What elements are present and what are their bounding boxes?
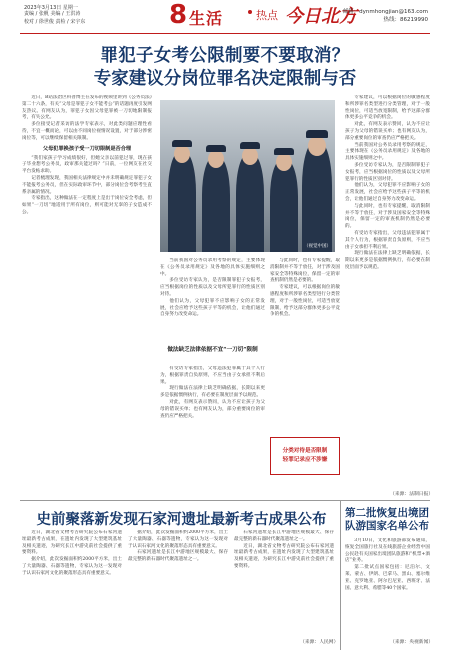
contact-hotline: 热线：86219990 (383, 17, 428, 24)
paragraph: 多位接受记者采访的法学专家表示，对此类问题应理性看待，不宜一概而论，可以由不同岗位视情况设置，对于部分涉密岗位等，可以继续保留相关限制。 (22, 122, 152, 141)
header-rule (20, 33, 430, 34)
photo-caption: （视觉中国） (304, 244, 331, 249)
paragraph: 近日，湖北省文物考古研究院公布石家河遗址最新考古成果，在遗址内发现了大型建筑基址及相关遗迹，为研究长江中游史前社会提供了重要资料。 (234, 543, 334, 569)
article1-callout-box (270, 437, 340, 475)
callout-line-1: 分类对待是否限制 (282, 448, 328, 454)
paragraph: 3月10日，文化和旅游部发布通知，恢复全国旅行社及在线旅游企业经营中国公民赴有关国家出境团队旅游和“机票+酒店”业务。 (345, 538, 430, 564)
article1-column-2 (160, 258, 265, 343)
paragraph: 当前我国对公务员录用考察的规定，主要体现在《公务员录用规定》及各地的具体实施细则之中。 (160, 258, 265, 277)
article1-subheading: 父母犯罪换孩子受一刀切限制是否合理 (42, 145, 132, 152)
paragraph: 第二批试点国家包括：尼泊尔、文莱、蒙古、伊朗、巴拿马、黑山、塞尔维亚、克罗地亚、阿尔巴尼亚、西班牙、法国、意大利、希腊等40个国家。 (345, 565, 430, 591)
paragraph: 他们认为，父母犯罪不应影响子女的正常发展，社会应给予这些孩子平等的机会，让他们通过自身努力改变命运。 (160, 298, 265, 318)
paragraph: 据介绍，此次发掘面积约2000平方米，出土了大量陶器、石器等遗物，专家认为这一发现对于认识石家河文化的聚落形态具有重要意义。 (22, 557, 122, 576)
section-title: 生活 (189, 9, 224, 28)
article3-source: （来源：央视新闻） (390, 640, 434, 645)
contact-email: 邮箱：dynmhongjian@163.com (342, 9, 428, 15)
paragraph: 记者梳理发现，我国相关法律规定中并未明确规定罪犯子女不能报考公务员，但在实际政审环节中，部分岗位会考察考生直系亲属的情况。 (22, 175, 152, 195)
callout-line-2: 轻罪记录应不涉嫌 (282, 457, 328, 463)
article3-body (345, 538, 430, 636)
article1-column-1 (22, 95, 152, 495)
article1-column-4 (345, 95, 430, 485)
article2-column-3 (234, 530, 334, 635)
article1-source: （来源：法制日报） (390, 492, 434, 497)
article2-source: （来源：人民网） (300, 640, 339, 645)
article2-title: 史前聚落新发现石家河遗址最新考古成果公布 (36, 512, 327, 528)
paragraph: 多位受访专家认为，是否限制罪犯子女报考，应当根据岗位的性质以及父母所犯罪行的性质区别对待。 (160, 278, 265, 297)
paragraph: 专家指出，这种做法在一定程度上是出于岗位安全考虑，但如果“一刀切”地适用于所有岗位，则可能对无辜的子女造成不公。 (22, 196, 152, 215)
paragraph: 与此同时，也有专家提醒，取消限制并不等于放任，对于涉及国家安全等特殊岗位，保留一定的审查机制仍然是必要的。 (345, 203, 430, 230)
editors-line-2: 校对 / 徐世俊 责检 / 宋宇东 (24, 18, 86, 25)
paragraph: 石家河遗址是长江中游地区规模最大、保存最完整的新石器时代聚落遗址之一。 (234, 530, 334, 542)
separator-dot-icon (248, 10, 252, 14)
page-number: 8 (169, 0, 188, 30)
paragraph: 现行做法在法律上缺乏明确依据，长期以来更多是依据惯例执行，有必要在制度层面予以规范。 (160, 386, 265, 399)
article1-subtitle: 专家建议分岗位罪名决定限制与否 (93, 69, 357, 89)
paragraph: 对此，有网友表示赞同，认为不应让孩子为父母的错误买单；也有网友认为，部分重要岗位的审查仍应严格把关。 (160, 399, 265, 419)
article2-column-2 (128, 530, 228, 642)
section-subtitle: 热点 (256, 9, 278, 22)
issue-date: 2023年3月13日 星期一 (24, 5, 78, 11)
paragraph: 当前我国对公务员录用考察的规定，主要体现在《公务员录用规定》及各地的具体实施细则之中。 (345, 142, 430, 162)
editors-line-1: 责编 / 张帆 美编 / 王洪涛 (24, 11, 81, 17)
paragraph: 对此，有网友表示赞同，认为不应让孩子为父母的错误买单；也有网友认为，部分重要岗位的审查仍应严格把关。 (345, 122, 430, 141)
editors-credits (24, 11, 85, 26)
page-header (0, 0, 450, 36)
article2-column-1 (22, 530, 122, 642)
paragraph: 近日，B站法治区科普博主在发布的视频里讲到《公务员法》第二十六条，有关“父母是罪犯子女不能考公”的话题再度引发网友热议。有网友认为，罪犯子女因父母犯罪被一刀切地限制报考，有失公允。 (22, 95, 152, 121)
column-divider (340, 500, 341, 650)
paragraph: 近日，湖北省文物考古研究院公布石家河遗址最新考古成果，在遗址内发现了大型建筑基址及相关遗迹，为研究长江中游史前社会提供了重要资料。 (22, 530, 122, 556)
paragraph: “我们家孩子学习成绩很好，但她父亲以前犯过罪，现在孩子毕业想考公务员，政审那关能过吗？”日前，一位网友在社交平台发帖求助。 (22, 155, 152, 175)
section-divider (20, 500, 430, 501)
article3-title: 第二批恢复出境团队游国家名单公布 (345, 507, 429, 532)
paragraph: 专家建议，可以根据岗位的敏感程度和所涉罪名类型进行分类管理，对于一般性岗位，可适当放宽限制，给予这部分群体更多公平竞争的机会。 (270, 285, 340, 318)
article1-subheading-2: 做法缺乏法律依据不宜“一刀切”限制 (167, 347, 258, 353)
contact-info (343, 8, 428, 25)
newspaper-logo: 今日北方 (285, 6, 357, 27)
paragraph: 与此同时，也有专家提醒，取消限制并不等于放任，对于涉及国家安全等特殊岗位，保留一定的审查机制仍然是必要的。 (270, 258, 340, 284)
paragraph: 现行做法在法律上缺乏明确依据，长期以来更多是依据惯例执行，有必要在制度层面予以规范。 (345, 251, 430, 270)
paragraph: 专家建议，可以根据岗位的敏感程度和所涉罪名类型进行分类管理，对于一般性岗位，可适当放宽限制，给予这部分群体更多公平竞争的机会。 (345, 95, 430, 121)
paragraph: 石家河遗址是长江中游地区规模最大、保存最完整的新石器时代聚落遗址之一。 (128, 550, 228, 563)
article1-column-3 (270, 258, 340, 433)
article1-column-2b (160, 366, 265, 496)
paragraph: 据介绍，此次发掘面积约2000平方米，出土了大量陶器、石器等遗物，专家认为这一发现对于认识石家河文化的聚落形态具有重要意义。 (128, 530, 228, 549)
article1-photo (160, 100, 335, 252)
paragraph: 他们认为，父母犯罪不应影响子女的正常发展，社会应给予这些孩子平等的机会，让他们通过自身努力改变命运。 (345, 183, 430, 202)
paragraph: 多位受访专家认为，是否限制罪犯子女报考，应当根据岗位的性质以及父母所犯罪行的性质区别对待。 (345, 162, 430, 182)
article1-title: 罪犯子女考公限制要不要取消？ (100, 46, 350, 66)
paragraph: 有受访专家指出，父母违法犯罪属于其个人行为，根据罪责自负原则，不应当由子女承担不利后果。 (345, 230, 430, 250)
paragraph: 有受访专家指出，父母违法犯罪属于其个人行为，根据罪责自负原则，不应当由子女承担不利后果。 (160, 366, 265, 385)
